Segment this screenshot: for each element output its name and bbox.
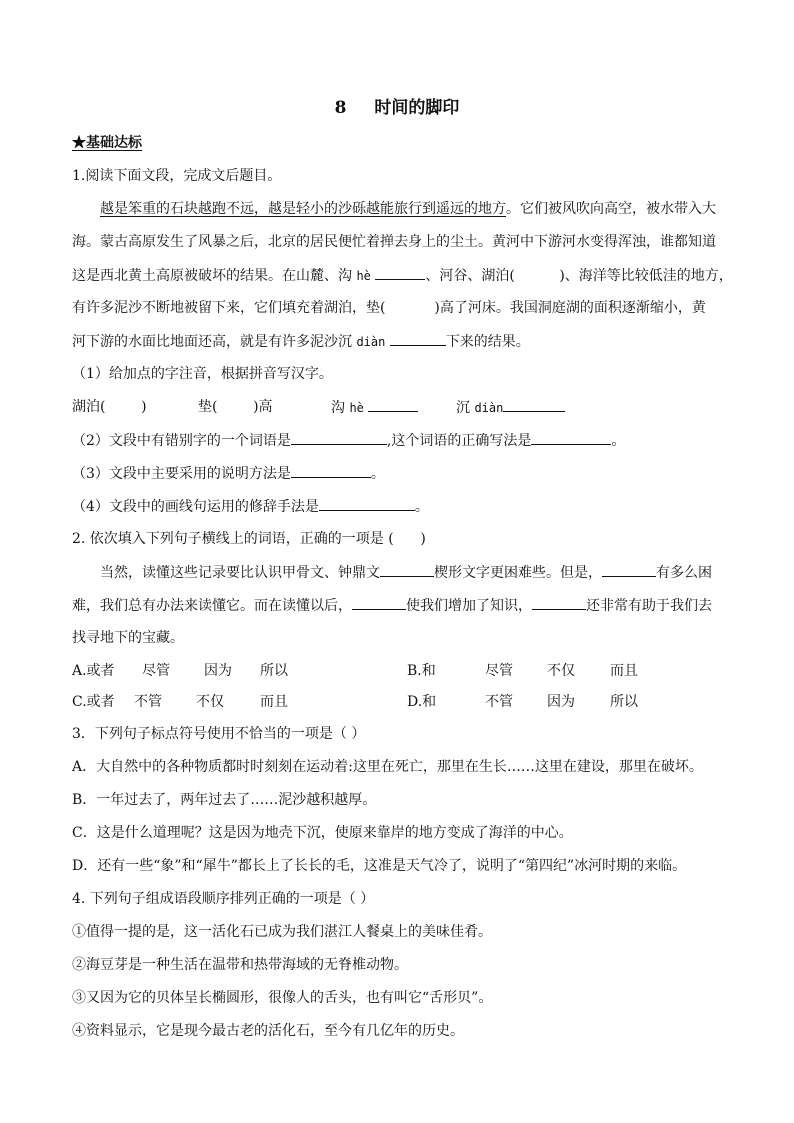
q1-underlined-sentence: 越是笨重的石块越跑不远，越是轻小的沙砾越能旅行到遥远的地方	[100, 201, 506, 217]
answer-po[interactable]	[105, 399, 141, 415]
blank-he[interactable]	[375, 265, 425, 280]
q2-option-C-word: 不管	[134, 694, 162, 710]
q2-option-C-word: 而且	[260, 694, 288, 710]
q4-sentence-3: ③又因为它的贝体呈长椭圆形，很像人的舌头，也有叫它“舌形贝”。	[72, 990, 493, 1006]
q2-option-A-word: 因为	[204, 663, 232, 679]
lesson-number: 8	[334, 98, 347, 118]
q1-sub1-item-a: 湖泊( )	[72, 399, 147, 415]
q2-para-line-2: 难，我们总有办法来读懂它。而在读懂以后， 使我们增加了知识， 还非常有助于我们去	[72, 595, 712, 616]
answer-wrong-word[interactable]	[291, 430, 387, 445]
q3-option-A[interactable]: A．大自然中的各种物质都时时刻刻在运动着:这里在死亡，那里在生长……这里在建设，那里在破坏。	[72, 759, 703, 775]
answer-dian-hanzi[interactable]	[503, 397, 565, 412]
q2-option-C-word: 不仅	[196, 694, 224, 710]
q2-option-D-label[interactable]: D.和	[407, 694, 437, 710]
answer-method[interactable]	[291, 463, 371, 478]
q1-para-line-1: 越是笨重的石块越跑不远，越是轻小的沙砾越能旅行到遥远的地方。它们被风吹向高空，被水带入大	[100, 201, 716, 217]
q1-sub1-item-b: 垫( )高	[198, 399, 273, 415]
q4-stem: 4. 下列句子组成语段顺序排列正确的一项是（ ）	[72, 891, 375, 907]
q1-stem: 1.阅读下面文段，完成文后题目。	[72, 168, 282, 184]
q1-para-line-5: 河下游的水面比地面还高，就是有许多泥沙沉 diàn 下来的结果。	[72, 331, 530, 352]
answer-he[interactable]	[368, 397, 418, 412]
q2-blank-4[interactable]	[532, 595, 586, 610]
q2-answer-paren[interactable]: ( )	[388, 531, 426, 547]
q1-sub4: （4）文段中的画线句运用的修辞手法是 。	[72, 496, 429, 517]
q2-option-A-word: 尽管	[142, 663, 170, 679]
section-heading: ★基础达标	[72, 135, 142, 151]
q1-sub1-item-d: 沉 diàn	[456, 397, 565, 418]
q2-para-line-3: 找寻地下的宝藏。	[72, 630, 184, 646]
q2-option-C-label[interactable]: C.或者	[72, 694, 115, 710]
lesson-title: 时间的脚印	[374, 98, 460, 118]
q3-option-D[interactable]: D．还有一些“象”和“犀牛”都长上了长长的毛，这准是天气冷了，说明了“第四纪”冰河时期的来临。	[72, 858, 687, 874]
q4-sentence-4: ④资料显示，它是现今最古老的活化石，至今有几亿年的历史。	[72, 1023, 464, 1039]
pinyin-he: hè	[356, 269, 371, 283]
q2-stem: 2. 依次填入下列句子横线上的词语，正确的一项是 ( )	[72, 531, 426, 547]
q4-sentence-2: ②海豆芽是一种生活在温带和热带海域的无脊椎动物。	[72, 957, 408, 973]
q2-option-D-word: 不管	[485, 694, 513, 710]
page-title	[0, 96, 794, 120]
answer-correct-word[interactable]	[531, 430, 611, 445]
q2-option-B-word: 而且	[610, 663, 638, 679]
q1-sub1: （1）给加点的字注音，根据拼音写汉字。	[72, 366, 333, 382]
q2-blank-2[interactable]	[602, 562, 656, 577]
q1-para-line-3: 这是西北黄土高原被破坏的结果。在山麓、沟 hè 、河谷、湖泊( )、海洋等比较低洼的地方，	[72, 265, 733, 286]
q2-option-B-word: 尽管	[485, 663, 513, 679]
q3-stem: 3．下列句子标点符号使用不恰当的一项是（ ）	[72, 726, 366, 742]
q2-option-D-word: 因为	[547, 694, 575, 710]
pinyin-dian: diàn	[356, 335, 386, 349]
answer-rhetoric[interactable]	[319, 496, 415, 511]
q2-option-A-label[interactable]: A.或者	[72, 663, 115, 679]
blank-dian[interactable]	[385, 300, 434, 316]
q1-para-line-2: 海。蒙古高原发生了风暴之后，北京的居民便忙着掸去身上的尘土。黄河中下游河水变得浑浊，谁都知道	[72, 234, 716, 250]
q2-blank-3[interactable]	[352, 595, 406, 610]
q2-option-A-word: 所以	[260, 663, 288, 679]
q3-option-B[interactable]: B．一年过去了，两年过去了……泥沙越积越厚。	[72, 792, 377, 808]
blank-dian-hanzi[interactable]	[390, 331, 446, 346]
q2-para-line-1: 当然，读懂这些记录要比认识甲骨文、钟鼎文 楔形文字更困难些。但是， 有多么困	[100, 562, 712, 583]
q2-option-B-label[interactable]: B.和	[407, 663, 436, 679]
q2-option-D-word: 所以	[610, 694, 638, 710]
q2-blank-1[interactable]	[380, 562, 434, 577]
blank-po[interactable]	[515, 268, 560, 284]
q2-option-B-word: 不仅	[547, 663, 575, 679]
q1-sub2: （2）文段中有错别字的一个词语是 ,这个词语的正确写法是 。	[72, 430, 625, 451]
q1-sub1-item-c: 沟 hè	[331, 397, 418, 418]
answer-dian[interactable]	[217, 399, 253, 415]
q1-sub3: （3）文段中主要采用的说明方法是 。	[72, 463, 385, 484]
q1-para-line-4: 有许多泥沙不断地被留下来，它们填充着湖泊，垫( )高了河床。我国洞庭湖的面积逐渐缩小，黄	[72, 300, 706, 316]
q4-sentence-1: ①值得一提的是，这一活化石已成为我们湛江人餐桌上的美味佳肴。	[72, 924, 492, 940]
q3-option-C[interactable]: C．这是什么道理呢？这是因为地壳下沉，使原来靠岸的地方变成了海洋的中心。	[72, 825, 573, 841]
